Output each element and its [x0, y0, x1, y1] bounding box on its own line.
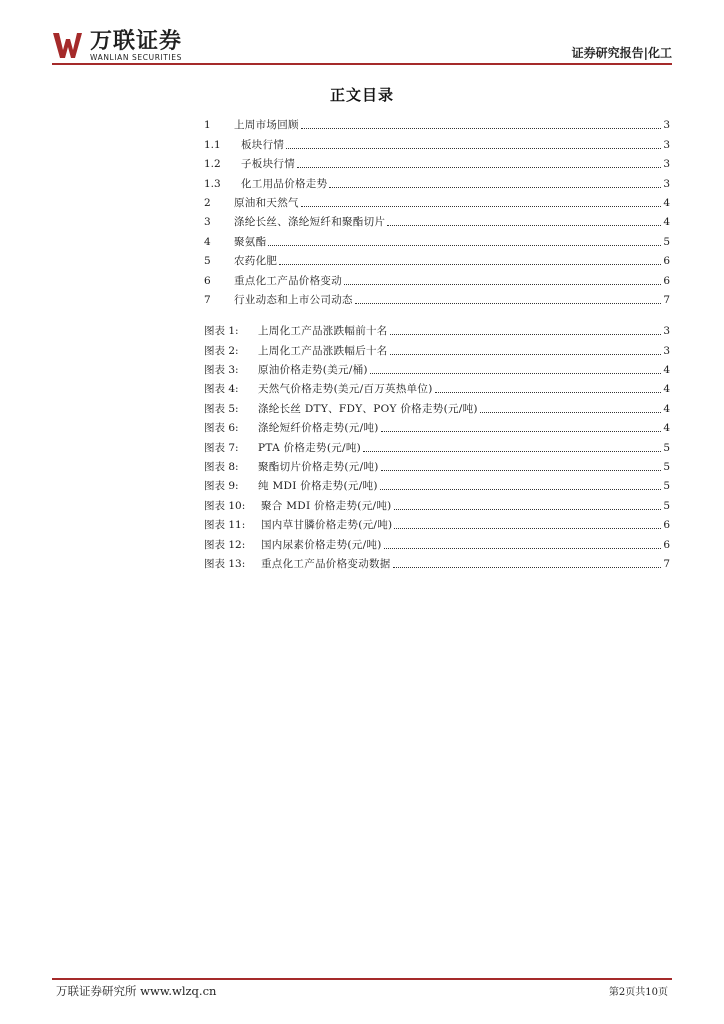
section-number: 3 [204, 216, 211, 229]
dot-leader [268, 244, 661, 246]
section-number: 1.1 [204, 138, 221, 151]
section-entry[interactable] [204, 152, 670, 171]
figure-number: 图表 6: [204, 422, 239, 435]
figure-number: 图表 7: [204, 441, 239, 454]
section-page-number: 6 [663, 274, 670, 287]
figure-page-number: 6 [663, 519, 670, 532]
section-title: 子板块行情 [241, 158, 295, 171]
section-title: 重点化工产品价格变动 [234, 274, 342, 287]
page-header [52, 30, 672, 64]
figure-entry[interactable] [204, 319, 670, 338]
figure-number: 图表 9: [204, 480, 239, 493]
header-divider [52, 63, 672, 65]
figure-entry[interactable] [204, 435, 670, 454]
dot-leader [363, 450, 661, 452]
figure-page-number: 4 [663, 402, 670, 415]
figure-title: 聚酯切片价格走势(元/吨) [258, 461, 379, 474]
dot-leader [279, 263, 661, 265]
figure-entry[interactable] [204, 455, 670, 474]
figure-number: 图表 2: [204, 344, 239, 357]
section-page-number: 3 [663, 119, 670, 132]
figure-page-number: 5 [663, 461, 670, 474]
section-entry[interactable] [204, 171, 670, 190]
figure-title: 重点化工产品价格变动数据 [261, 557, 391, 570]
dot-leader [297, 166, 661, 168]
dot-leader [394, 527, 661, 529]
dot-leader [480, 411, 661, 413]
section-page-number: 7 [663, 293, 670, 306]
dot-leader [381, 469, 661, 471]
figure-entry[interactable] [204, 552, 670, 571]
section-title: 农药化肥 [234, 255, 278, 268]
figure-title: 天然气价格走势(美元/百万英热单位) [258, 383, 433, 396]
section-number: 5 [204, 255, 211, 268]
dot-leader [380, 488, 661, 490]
section-title: 涤纶长丝、涤纶短纤和聚酯切片 [234, 216, 386, 229]
section-list [204, 113, 670, 307]
dot-leader [370, 372, 661, 374]
section-title: 上周市场回顾 [234, 119, 299, 132]
figure-entry[interactable] [204, 513, 670, 532]
section-entry[interactable] [204, 210, 670, 229]
section-number: 1 [204, 119, 211, 132]
section-page-number: 3 [663, 177, 670, 190]
section-page-number: 5 [663, 235, 670, 248]
wanlian-logo-icon [52, 30, 82, 60]
table-of-contents [204, 113, 670, 571]
figure-page-number: 3 [663, 325, 670, 338]
figure-title: 国内草甘膦价格走势(元/吨) [261, 519, 393, 532]
dot-leader [394, 508, 661, 510]
figure-entry[interactable] [204, 377, 670, 396]
figure-number: 图表 11: [204, 519, 246, 532]
report-type: 证券研究报告|化工 [571, 46, 672, 60]
section-number: 4 [204, 235, 211, 248]
footer-divider [52, 978, 672, 980]
figure-title: 聚合 MDI 价格走势(元/吨) [261, 499, 392, 512]
figure-title: 涤纶短纤价格走势(元/吨) [258, 422, 379, 435]
dot-leader [390, 333, 661, 335]
figure-entry[interactable] [204, 416, 670, 435]
section-title: 化工用品价格走势 [241, 177, 328, 190]
section-number: 6 [204, 274, 211, 287]
section-entry[interactable] [204, 268, 670, 287]
figure-title: PTA 价格走势(元/吨) [258, 441, 362, 454]
figure-number: 图表 13: [204, 557, 246, 570]
page-title: 正文目录 [329, 86, 394, 104]
figure-page-number: 5 [663, 499, 670, 512]
dot-leader [329, 186, 661, 188]
section-title: 聚氨酯 [234, 235, 267, 248]
section-number: 1.3 [204, 177, 221, 190]
section-entry[interactable] [204, 288, 670, 307]
dot-leader [301, 205, 661, 207]
dot-leader [384, 547, 661, 549]
dot-leader [381, 430, 661, 432]
section-title: 行业动态和上市公司动态 [234, 293, 353, 306]
dot-leader [393, 566, 661, 568]
section-title: 板块行情 [241, 138, 285, 151]
section-page-number: 3 [663, 158, 670, 171]
toc-gap [204, 307, 670, 319]
figure-entry[interactable] [204, 338, 670, 357]
figure-page-number: 4 [663, 422, 670, 435]
figure-number: 图表 8: [204, 461, 239, 474]
figure-number: 图表 4: [204, 383, 239, 396]
figure-page-number: 7 [663, 557, 670, 570]
figure-entry[interactable] [204, 532, 670, 551]
dot-leader [355, 302, 661, 304]
dot-leader [286, 147, 661, 149]
figure-page-number: 6 [663, 538, 670, 551]
dot-leader [387, 224, 661, 226]
dot-leader [344, 283, 661, 285]
dot-leader [301, 127, 661, 129]
figure-page-number: 4 [663, 364, 670, 377]
section-entry[interactable] [204, 132, 670, 151]
figure-title: 上周化工产品涨跌幅后十名 [258, 344, 388, 357]
section-page-number: 3 [663, 138, 670, 151]
figure-title: 纯 MDI 价格走势(元/吨) [258, 480, 378, 493]
figure-number: 图表 3: [204, 364, 239, 377]
figure-title: 上周化工产品涨跌幅前十名 [258, 325, 388, 338]
figure-number: 图表 10: [204, 499, 246, 512]
page-number: 第2页共10页 [608, 987, 668, 998]
dot-leader [435, 391, 661, 393]
figure-page-number: 5 [663, 441, 670, 454]
figure-number: 图表 1: [204, 325, 239, 338]
figure-title: 涤纶长丝 DTY、FDY、POY 价格走势(元/吨) [258, 402, 478, 415]
figure-title: 国内尿素价格走势(元/吨) [261, 538, 382, 551]
figure-entry[interactable] [204, 493, 670, 512]
figure-page-number: 3 [663, 344, 670, 357]
section-page-number: 4 [663, 216, 670, 229]
figure-page-number: 5 [663, 480, 670, 493]
dot-leader [390, 353, 661, 355]
section-entry[interactable] [204, 249, 670, 268]
logo-english-name: WANLIAN SECURITIES [90, 53, 183, 62]
section-entry[interactable] [204, 113, 670, 132]
figure-number: 图表 5: [204, 402, 239, 415]
figure-entry[interactable] [204, 396, 670, 415]
figure-entry[interactable] [204, 358, 670, 377]
figure-title: 原油价格走势(美元/桶) [258, 364, 368, 377]
section-number: 1.2 [204, 158, 221, 171]
logo-chinese-name: 万联证券 [90, 29, 183, 54]
section-number: 7 [204, 293, 211, 306]
footer-source: 万联证券研究所 www.wlzq.cn [56, 984, 217, 998]
section-entry[interactable] [204, 191, 670, 210]
section-number: 2 [204, 196, 211, 209]
figure-list [204, 319, 670, 571]
section-entry[interactable] [204, 229, 670, 248]
section-page-number: 6 [663, 255, 670, 268]
figure-page-number: 4 [663, 383, 670, 396]
figure-entry[interactable] [204, 474, 670, 493]
section-page-number: 4 [663, 196, 670, 209]
figure-number: 图表 12: [204, 538, 246, 551]
section-title: 原油和天然气 [234, 196, 299, 209]
